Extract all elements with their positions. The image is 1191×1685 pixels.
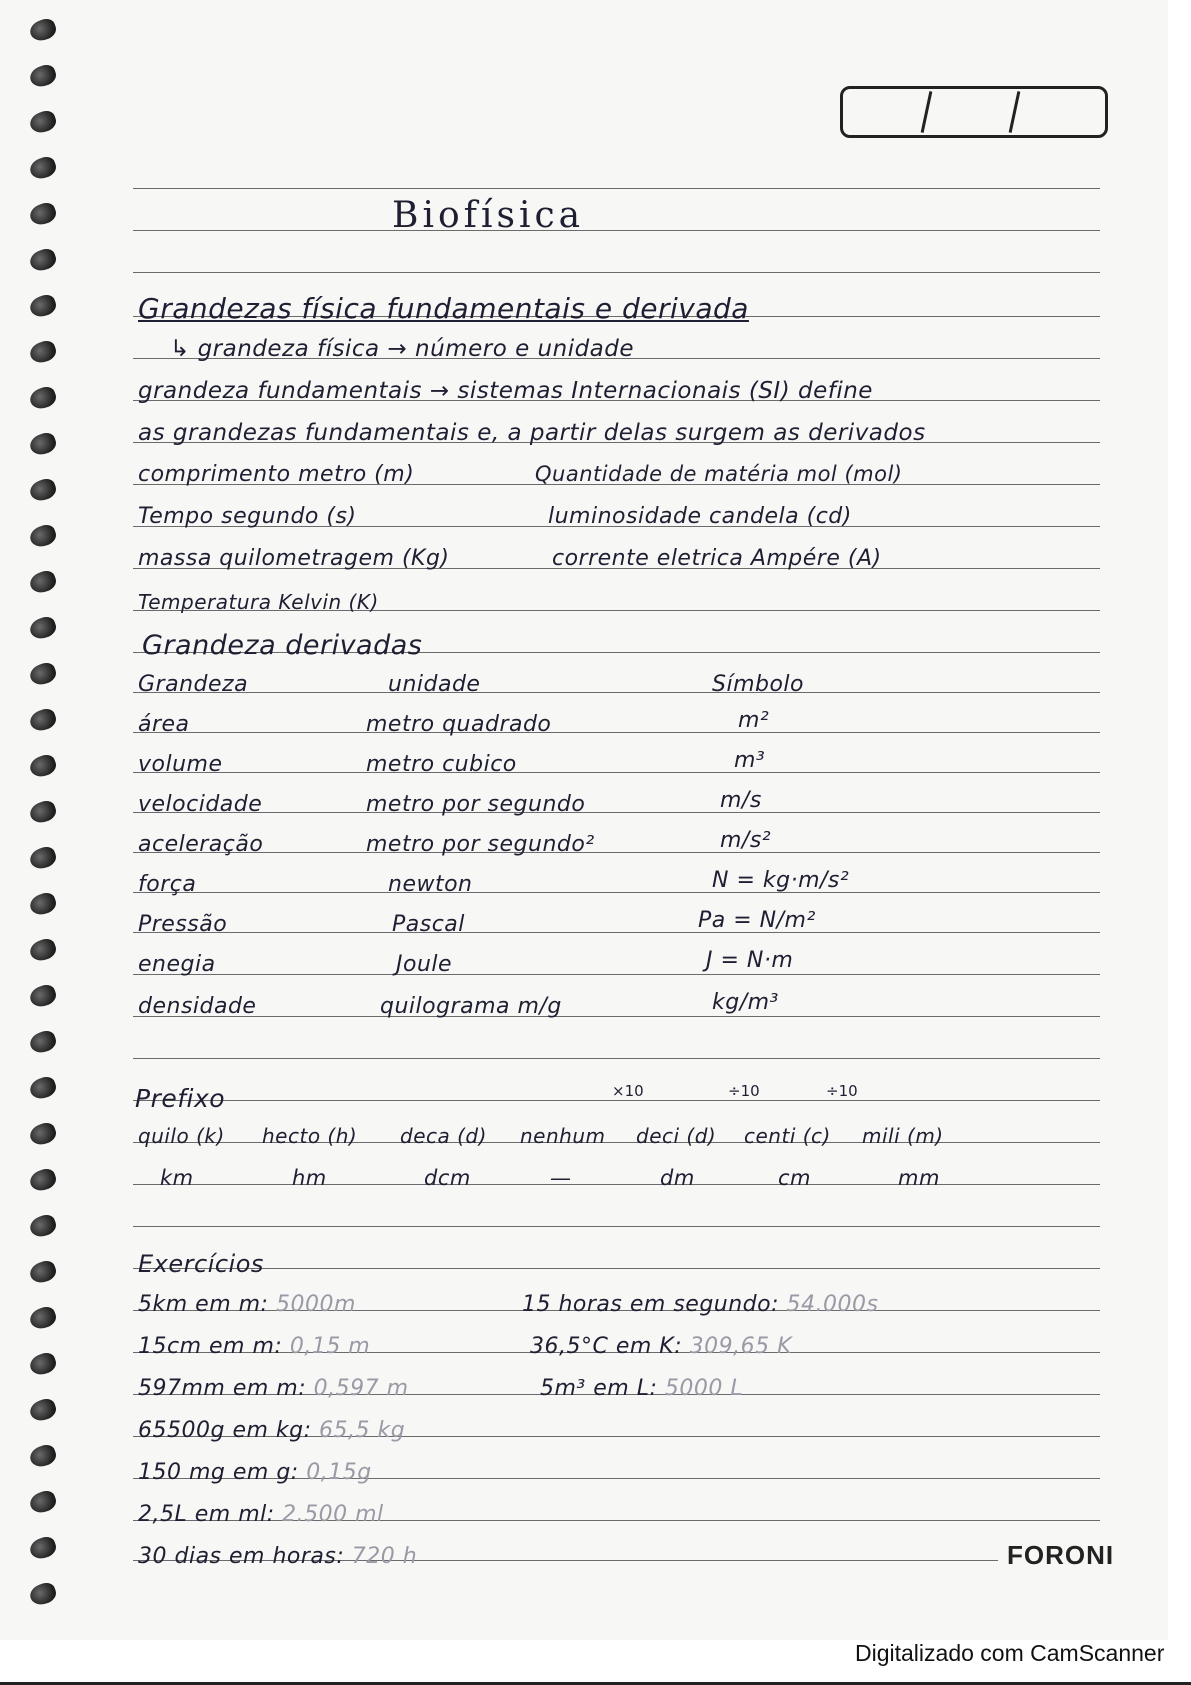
prefix-unit: cm [778, 1166, 812, 1190]
binding-ring [28, 936, 59, 963]
derived-simbolo: J = N·m [706, 948, 794, 973]
fundamental-right: Quantidade de matéria mol (mol) [535, 462, 903, 486]
derived-simbolo: kg/m³ [712, 990, 779, 1015]
prefix-name: centi (c) [744, 1124, 831, 1148]
derived-header-grandeza: Grandeza [138, 672, 249, 697]
prefix-unit: hm [292, 1166, 327, 1190]
exercise-question: 15 horas em segundo: [522, 1292, 780, 1317]
exercise-question: 597mm em m: [138, 1376, 307, 1401]
exercise-answer: 720 h [351, 1544, 418, 1569]
derived-grandeza: velocidade [138, 792, 263, 817]
exercise-answer: 0,15g [306, 1460, 372, 1485]
prefix-name: mili (m) [862, 1124, 944, 1148]
derived-unidade: metro por segundo² [366, 832, 595, 857]
spiral-binding [22, 8, 62, 1638]
exercise-question: 5m³ em L: [540, 1376, 658, 1401]
intro-line: as grandezas fundamentais e, a partir delas surgem as derivados [138, 420, 926, 446]
prefix-name: nenhum [520, 1124, 606, 1148]
exercise-question: 65500g em kg: [138, 1418, 312, 1443]
brand-logo: FORONI [1007, 1540, 1115, 1570]
exercise-answer: 0,597 m [313, 1376, 409, 1401]
binding-ring [28, 844, 59, 871]
derived-grandeza: Pressão [138, 912, 228, 937]
derived-simbolo: m/s² [720, 828, 772, 853]
exercise-left [138, 1292, 356, 1317]
prefix-name: hecto (h) [262, 1124, 358, 1148]
prefix-name: quilo (k) [138, 1124, 225, 1148]
heading-derived: Grandeza derivadas [142, 630, 423, 661]
fundamental-right: luminosidade candela (cd) [548, 504, 852, 529]
derived-header-simbolo: Símbolo [712, 672, 805, 697]
derived-unidade: Pascal [392, 912, 465, 937]
derived-grandeza: volume [138, 752, 223, 777]
exercise-question: 36,5°C em K: [530, 1334, 683, 1359]
derived-header-unidade: unidade [388, 672, 481, 697]
binding-ring [28, 660, 59, 687]
exercise-question: 150 mg em g: [138, 1460, 299, 1485]
fundamental-left: Tempo segundo (s) [138, 504, 357, 529]
binding-ring [28, 62, 59, 89]
prefix-name: deca (d) [400, 1124, 487, 1148]
prefix-name: deci (d) [636, 1124, 717, 1148]
binding-ring [28, 1442, 59, 1469]
derived-simbolo: m² [738, 708, 770, 733]
exercise-left [138, 1334, 370, 1359]
binding-ring [28, 430, 59, 457]
exercise-right [522, 1292, 878, 1317]
binding-ring [28, 1166, 59, 1193]
prefix-unit: dm [660, 1166, 695, 1190]
prefix-arrow: ×10 [612, 1082, 644, 1100]
binding-ring [28, 568, 59, 595]
exercise-left [138, 1502, 384, 1527]
exercise-left [138, 1544, 417, 1569]
derived-simbolo: m/s [720, 788, 762, 813]
intro-line: ↳ grandeza física → número e unidade [170, 336, 635, 362]
exercise-left [138, 1460, 372, 1485]
binding-ring [28, 476, 59, 503]
binding-ring [28, 1396, 59, 1423]
prefix-arrow: ÷10 [728, 1082, 760, 1100]
derived-unidade: Joule [396, 952, 453, 977]
binding-ring [28, 1350, 59, 1377]
exercise-left [138, 1418, 405, 1443]
exercise-question: 5km em m: [138, 1292, 269, 1317]
binding-ring [28, 384, 59, 411]
exercise-right [530, 1334, 792, 1359]
binding-ring [28, 1120, 59, 1147]
prefix-unit: — [550, 1166, 572, 1190]
exercise-right [540, 1376, 743, 1401]
exercise-question: 15cm em m: [138, 1334, 283, 1359]
exercise-question: 2,5L em ml: [138, 1502, 275, 1527]
exercise-answer: 54.000s [786, 1292, 879, 1317]
binding-ring [28, 200, 59, 227]
binding-ring [28, 890, 59, 917]
exercise-answer: 5000m [275, 1292, 356, 1317]
scanner-footer: Digitalizado com CamScanner [855, 1640, 1165, 1666]
derived-grandeza: força [138, 872, 197, 897]
heading-exercises: Exercícios [138, 1250, 264, 1278]
derived-simbolo: m³ [734, 748, 766, 773]
page-title: Biofísica [392, 195, 585, 236]
binding-ring [28, 1534, 59, 1561]
prefix-unit: km [160, 1166, 194, 1190]
derived-unidade: metro quadrado [366, 712, 552, 737]
binding-ring [28, 706, 59, 733]
binding-ring [28, 1304, 59, 1331]
fundamental-left: massa quilometragem (Kg) [138, 546, 450, 571]
heading-fundamentals: Grandezas física fundamentais e derivada [138, 292, 749, 325]
date-box [840, 86, 1108, 138]
date-separator [921, 91, 933, 133]
derived-simbolo: N = kg·m/s² [712, 868, 850, 893]
derived-unidade: newton [388, 872, 473, 897]
binding-ring [28, 108, 59, 135]
derived-grandeza: área [138, 712, 190, 737]
prefix-arrow: ÷10 [826, 1082, 858, 1100]
binding-ring [28, 1212, 59, 1239]
exercise-left [138, 1376, 409, 1401]
fundamental-left: Temperatura Kelvin (K) [138, 590, 379, 614]
exercise-answer: 309,65 K [689, 1334, 793, 1359]
derived-unidade: metro cubico [366, 752, 517, 777]
derived-grandeza: densidade [138, 994, 257, 1019]
date-separator [1009, 91, 1021, 133]
derived-grandeza: aceleração [138, 832, 264, 857]
fundamental-right: corrente eletrica Ampére (A) [552, 546, 882, 571]
exercise-answer: 2.500 ml [282, 1502, 384, 1527]
binding-ring [28, 154, 59, 181]
binding-ring [28, 16, 59, 43]
prefix-unit: mm [898, 1166, 940, 1190]
binding-ring [28, 752, 59, 779]
binding-ring [28, 246, 59, 273]
binding-ring [28, 1258, 59, 1285]
binding-ring [28, 798, 59, 825]
exercise-answer: 0,15 m [289, 1334, 371, 1359]
binding-ring [28, 982, 59, 1009]
derived-unidade: quilograma m/g [380, 994, 562, 1019]
binding-ring [28, 292, 59, 319]
derived-grandeza: enegia [138, 952, 216, 977]
binding-ring [28, 614, 59, 641]
exercise-answer: 5000 L [664, 1376, 744, 1401]
exercise-answer: 65,5 kg [319, 1418, 406, 1443]
derived-simbolo: Pa = N/m² [698, 908, 816, 933]
binding-ring [28, 1580, 59, 1607]
heading-prefix: Prefixo [135, 1084, 226, 1113]
fundamental-left: comprimento metro (m) [138, 462, 415, 487]
binding-ring [28, 1028, 59, 1055]
binding-ring [28, 1074, 59, 1101]
derived-unidade: metro por segundo [366, 792, 586, 817]
exercise-question: 30 dias em horas: [138, 1544, 345, 1569]
intro-line: grandeza fundamentais → sistemas Internacionais (SI) define [138, 378, 873, 404]
binding-ring [28, 1488, 59, 1515]
binding-ring [28, 522, 59, 549]
binding-ring [28, 338, 59, 365]
prefix-unit: dcm [424, 1166, 471, 1190]
